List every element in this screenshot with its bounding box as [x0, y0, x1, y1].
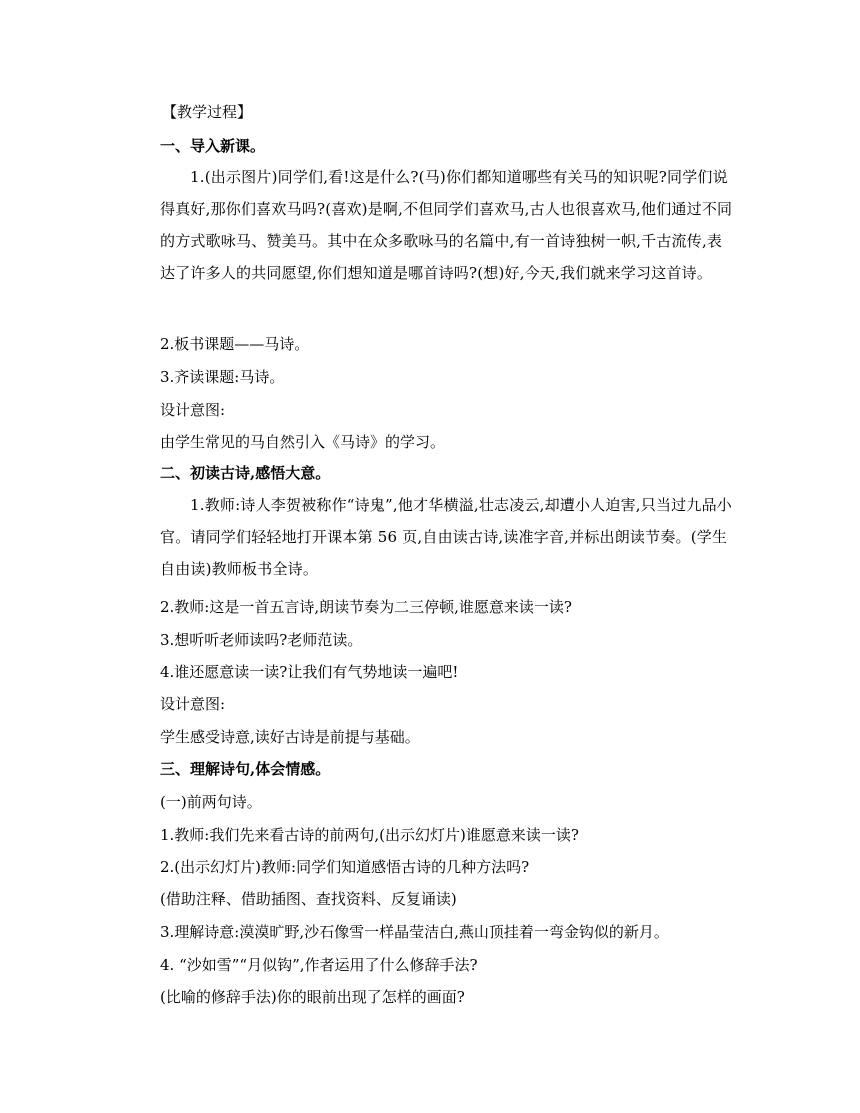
part1-design-label: 设计意图: [160, 401, 226, 419]
part3-paragraph-2: 2.(出示幻灯片)教师:同学们知道感悟古诗的几种方法吗? [160, 858, 530, 876]
part1-design-text: 由学生常见的马自然引入《马诗》的学习。 [160, 433, 446, 451]
part2-design-text: 学生感受诗意,读好古诗是前提与基础。 [160, 728, 420, 746]
part2-paragraph-3: 3.想听听老师读吗?老师范读。 [160, 631, 363, 649]
part3-paragraph-1: 1.教师:我们先来看古诗的前两句,(出示幻灯片)谁愿意来读一读? [160, 826, 579, 844]
part1-paragraph-3: 3.齐读课题:马诗。 [160, 368, 285, 386]
part3-title: 三、理解诗句,体会情感。 [160, 760, 331, 778]
part2-paragraph-4: 4.谁还愿意读一读?让我们有气势地读一遍吧! [160, 663, 459, 681]
part1-paragraph-1: 1.(出示图片)同学们,看!这是什么?(马)你们都知道哪些有关马的知识呢?同学们说得真好,那你们喜欢马吗?(喜欢)是啊,不但同学们喜欢马,古人也很喜欢马,他们通过不同的方式歌咏马、赞美马。其中在众多歌咏马的名篇中,有一首诗独树一帜,千古流传,表达了许多人的共同愿望,你们想知道是哪首诗吗?(想)好,今天,我们就来学习这首诗。 [160, 168, 733, 282]
part3-paragraph-4: 4. “沙如雪”“月似钩”,作者运用了什么修辞手法? [160, 956, 478, 974]
part1-paragraph-2-text: 2.板书课题——马诗。 [160, 335, 310, 353]
part1-title: 一、导入新课。 [160, 137, 266, 155]
part2-title: 二、初读古诗,感悟大意。 [160, 464, 331, 482]
section-heading: 【教学过程】 [162, 103, 253, 121]
part2-paragraph-2: 2.教师:这是一首五言诗,朗读节奏为二三停顿,谁愿意来读一读? [160, 598, 572, 616]
part3-subheading-1: (一)前两句诗。 [160, 793, 262, 811]
part2-design-label: 设计意图: [160, 695, 226, 713]
part3-paragraph-4b: (比喻的修辞手法)你的眼前出现了怎样的画面? [160, 988, 465, 1006]
part2-paragraph-1: 1.教师:诗人李贺被称作“诗鬼”,他才华横溢,壮志凌云,却遭小人迫害,只当过九品小官。请同学们轻轻地打开课本第 56 页,自由读古诗,读准字音,并标出朗读节奏。(学生自由读)教师板书全诗。 [160, 496, 732, 578]
part1-paragraph-2 [160, 334, 309, 354]
part3-paragraph-2b: (借助注释、借助插图、查找资料、反复诵读) [160, 890, 457, 908]
part3-paragraph-3: 3.理解诗意:漠漠旷野,沙石像雪一样晶莹洁白,燕山顶挂着一弯金钩似的新月。 [160, 923, 669, 941]
